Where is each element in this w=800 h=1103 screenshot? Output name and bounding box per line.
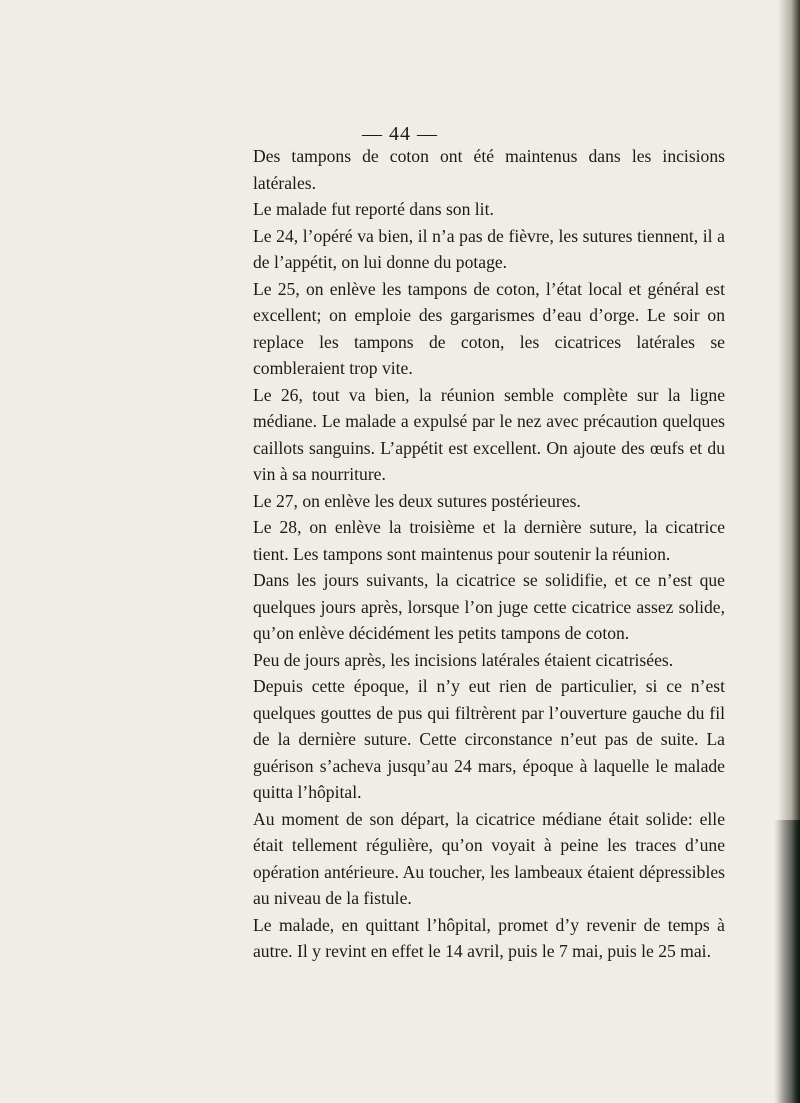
paragraph: Le 25, on enlève les tampons de coton, l’état local et général est excellent; on emploie des gargarismes d’eau d’orge. Le soir on replace les tampons de coton, les cicatrices latérales se combleraient trop vite. (253, 278, 725, 378)
paragraph: Depuis cette époque, il n’y eut rien de particulier, si ce n’est quelques gouttes de pus qui filtrèrent par l’ouverture gauche du fil de la dernière suture. Cette circonstance n’eut pas de suite. La guérison s’acheva jusqu’au 24 mars, époque à laquelle le malade quitta l’hôpital. (253, 676, 725, 802)
paragraph: Dans les jours suivants, la cicatrice se solidifie, et ce n’est que quelques jours après, lorsque l’on juge cette cicatrice assez solide, qu’on enlève décidément les petits tampons de coton. (253, 570, 725, 643)
paragraph: Au moment de son départ, la cicatrice médiane était solide: elle était tellement régulière, qu’on voyait à peine les traces d’une opération antérieure. Au toucher, les lambeaux étaient dépressibles au niveau de la fistule. (253, 808, 725, 908)
paragraph: Des tampons de coton ont été maintenus dans les incisions latérales. (253, 146, 725, 193)
paragraph: Le 24, l’opéré va bien, il n’a pas de fièvre, les sutures tiennent, il a de l’appétit, on lui donne du potage. (253, 225, 725, 272)
paragraph: Le malade fut reporté dans son lit. (253, 199, 494, 219)
page-edge-stain (774, 820, 800, 1103)
body-text (253, 143, 725, 965)
paragraph: Le malade, en quittant l’hôpital, promet d’y revenir de temps à autre. Il y revint en effet le 14 avril, puis le 7 mai, puis le 25 mai. (253, 914, 725, 961)
paragraph: Peu de jours après, les incisions latérales étaient cicatrisées. (253, 649, 674, 670)
paragraph: Le 27, on enlève les deux sutures postérieures. (253, 490, 581, 511)
page-number: — 44 — (362, 123, 438, 145)
paragraph: Le 28, on enlève la troisième et la dernière suture, la cicatrice tient. Les tampons sont maintenus pour soutenir la réunion. (253, 517, 725, 564)
paragraph: Le 26, tout va bien, la réunion semble complète sur la ligne médiane. Le malade a expulsé par le nez avec précaution quelques caillots sanguins. L’appétit est excellent. On ajoute des œufs et du vin à sa nourriture. (253, 384, 725, 484)
